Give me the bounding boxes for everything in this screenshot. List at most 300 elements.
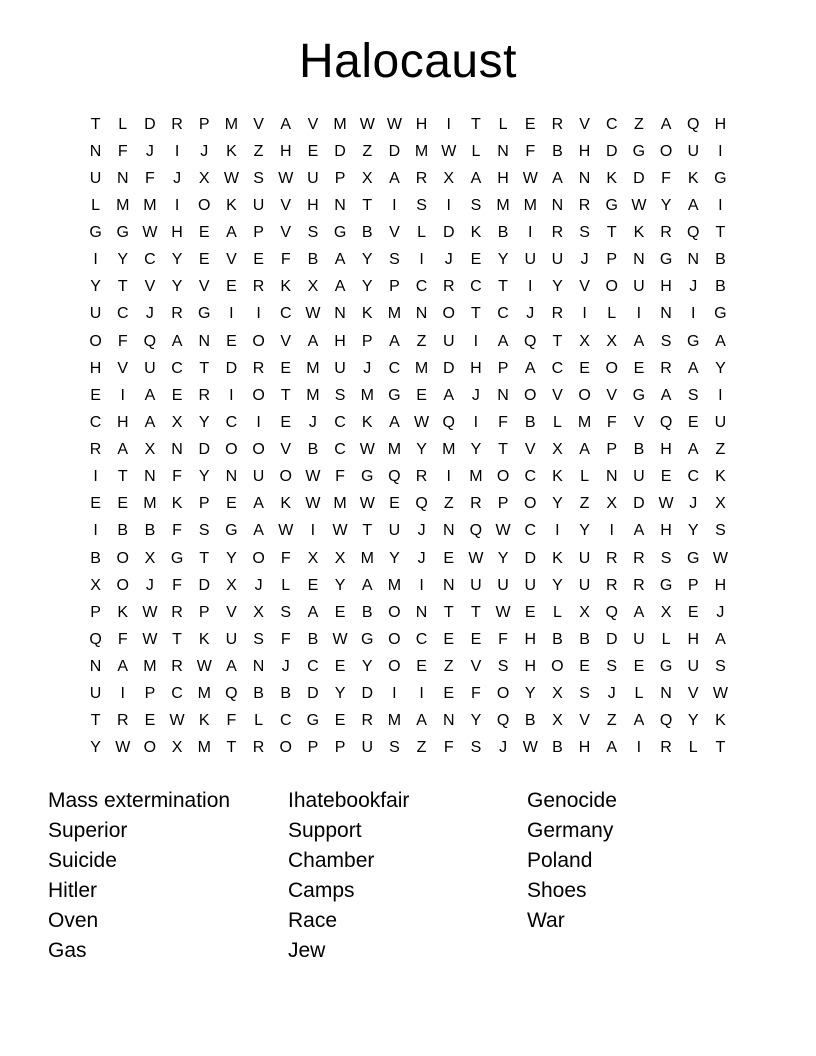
grid-letter: R — [171, 115, 183, 133]
grid-letter: Y — [687, 522, 699, 540]
grid-letter: R — [89, 441, 102, 459]
grid-letter: P — [606, 441, 618, 459]
grid-letter: I — [419, 685, 424, 703]
grid-letter: N — [660, 685, 672, 703]
grid-letter: Y — [334, 685, 346, 703]
grid-letter: H — [524, 658, 537, 676]
grid-letter: D — [605, 630, 618, 648]
grid-letter: A — [715, 332, 726, 350]
grid-letter: S — [660, 332, 672, 350]
grid-letter: Q — [89, 630, 102, 648]
grid-letter: S — [579, 685, 590, 703]
grid-letter: A — [280, 115, 292, 133]
grid-letter: N — [334, 196, 346, 214]
grid-letter: V — [226, 603, 237, 621]
grid-letter: X — [606, 332, 618, 350]
grid-letter: Y — [171, 251, 183, 269]
grid-letter: A — [253, 522, 264, 540]
grid-letter: K — [280, 495, 292, 513]
grid-letter: N — [225, 468, 238, 486]
grid-letter: Z — [443, 495, 454, 513]
grid-letter: N — [171, 441, 183, 459]
grid-letter: E — [687, 413, 699, 431]
grid-letter: F — [172, 576, 182, 594]
grid-letter: I — [93, 251, 98, 269]
grid-letter: M — [143, 196, 157, 214]
grid-letter: M — [224, 115, 239, 133]
grid-letter: E — [90, 495, 101, 513]
word-list-item: Oven — [48, 909, 99, 932]
grid-letter: C — [334, 441, 346, 459]
grid-letter: A — [389, 169, 400, 187]
grid-letter: Y — [361, 251, 373, 269]
grid-letter: F — [117, 142, 128, 160]
grid-letter: L — [552, 603, 562, 621]
grid-letter: Y — [660, 196, 672, 214]
grid-letter: P — [198, 603, 210, 621]
grid-letter: N — [89, 658, 102, 676]
grid-letter: U — [252, 196, 265, 214]
grid-letter: N — [252, 658, 265, 676]
grid-letter: I — [174, 142, 180, 160]
grid-letter: V — [280, 441, 292, 459]
grid-letter: S — [606, 658, 618, 676]
grid-letter: Z — [715, 441, 726, 459]
grid-letter: O — [659, 142, 673, 160]
grid-letter: N — [442, 712, 455, 730]
grid-letter: J — [580, 251, 589, 269]
grid-letter: F — [498, 413, 508, 431]
grid-letter: O — [198, 196, 211, 214]
grid-letter: R — [660, 224, 672, 242]
grid-letter: I — [636, 305, 642, 323]
grid-letter: T — [172, 630, 182, 648]
grid-letter: Q — [469, 522, 483, 540]
grid-letter: H — [578, 142, 591, 160]
grid-letter: U — [388, 522, 401, 540]
grid-letter: K — [687, 169, 699, 187]
grid-letter: Y — [470, 441, 482, 459]
grid-letter: K — [226, 142, 237, 160]
grid-letter: O — [252, 332, 265, 350]
grid-letter: O — [252, 549, 265, 567]
grid-letter: Y — [90, 278, 101, 296]
grid-letter: I — [229, 386, 234, 404]
grid-letter: D — [633, 495, 645, 513]
grid-letter: M — [414, 142, 429, 160]
grid-letter: I — [229, 305, 234, 323]
grid-letter: O — [116, 549, 129, 567]
grid-letter: W — [712, 549, 728, 567]
grid-letter: W — [468, 549, 484, 567]
grid-letter: X — [552, 712, 563, 730]
grid-letter: O — [279, 739, 292, 757]
grid-letter: I — [528, 224, 533, 242]
grid-letter: T — [715, 224, 726, 242]
grid-letter: I — [636, 739, 642, 757]
grid-letter: W — [359, 115, 375, 133]
grid-letter: E — [524, 115, 536, 133]
grid-letter: L — [552, 413, 562, 431]
grid-letter: B — [307, 251, 319, 269]
grid-letter: K — [280, 278, 292, 296]
grid-letter: T — [117, 468, 128, 486]
grid-letter: P — [90, 603, 101, 621]
grid-letter: C — [116, 305, 129, 323]
grid-letter: Y — [497, 549, 509, 567]
word-list-item: Gas — [48, 939, 87, 962]
grid-letter: V — [389, 224, 400, 242]
grid-letter: X — [660, 603, 672, 621]
grid-letter: J — [689, 495, 698, 513]
grid-letter: U — [578, 576, 591, 594]
grid-letter: J — [499, 739, 508, 757]
grid-letter: R — [633, 576, 645, 594]
grid-letter: E — [416, 386, 427, 404]
word-list-item: Ihatebookfair — [288, 789, 410, 812]
grid-letter: N — [442, 576, 455, 594]
grid-letter: D — [524, 549, 537, 567]
grid-letter: T — [199, 359, 210, 377]
grid-letter: K — [361, 305, 373, 323]
grid-letter: H — [497, 169, 509, 187]
grid-letter: Y — [361, 278, 373, 296]
grid-letter: A — [660, 386, 672, 404]
grid-letter: M — [333, 495, 347, 513]
grid-letter: O — [89, 332, 102, 350]
grid-letter: K — [171, 495, 183, 513]
grid-letter: D — [144, 115, 156, 133]
grid-letter: Y — [579, 522, 590, 540]
grid-letter: M — [116, 196, 130, 214]
grid-letter: Z — [416, 739, 427, 757]
grid-letter: H — [714, 576, 727, 594]
grid-letter: Q — [388, 468, 401, 486]
grid-letter: P — [389, 278, 400, 296]
word-list-item: Germany — [527, 819, 614, 842]
grid-letter: A — [361, 576, 373, 594]
word-list-item: Poland — [527, 849, 593, 872]
grid-letter: X — [606, 495, 618, 513]
grid-letter: P — [361, 332, 373, 350]
grid-letter: B — [90, 549, 101, 567]
grid-letter: T — [498, 441, 508, 459]
grid-letter: Y — [117, 251, 129, 269]
grid-letter: G — [116, 224, 129, 242]
grid-letter: H — [415, 115, 428, 133]
grid-letter: G — [89, 224, 102, 242]
grid-letter: B — [117, 522, 129, 540]
grid-letter: J — [716, 603, 725, 621]
grid-letter: F — [226, 712, 237, 730]
word-list-item: Camps — [288, 879, 355, 902]
grid-letter: C — [470, 278, 482, 296]
grid-letter: X — [171, 739, 183, 757]
grid-letter: H — [89, 359, 102, 377]
grid-letter: Z — [253, 142, 264, 160]
grid-letter: E — [334, 712, 346, 730]
grid-letter: M — [577, 413, 592, 431]
grid-letter: I — [718, 142, 723, 160]
grid-letter: N — [415, 603, 428, 621]
grid-letter: R — [361, 712, 374, 730]
grid-letter: S — [497, 658, 509, 676]
grid-letter: R — [415, 169, 428, 187]
grid-letter: E — [579, 359, 590, 377]
grid-letter: G — [632, 386, 646, 404]
grid-letter: F — [443, 739, 454, 757]
grid-letter: Y — [90, 739, 101, 757]
grid-letter: F — [172, 522, 182, 540]
grid-letter: C — [89, 413, 102, 431]
grid-letter: F — [117, 332, 128, 350]
grid-letter: E — [198, 224, 210, 242]
grid-letter: E — [660, 468, 672, 486]
grid-letter: C — [171, 359, 183, 377]
grid-letter: M — [496, 196, 510, 214]
grid-letter: X — [715, 495, 726, 513]
grid-letter: I — [93, 522, 98, 540]
grid-letter: D — [334, 142, 346, 160]
grid-letter: N — [144, 468, 156, 486]
grid-letter: U — [633, 468, 645, 486]
grid-letter: H — [307, 196, 319, 214]
grid-letter: E — [524, 603, 536, 621]
grid-letter: K — [715, 468, 726, 486]
grid-letter: E — [633, 359, 645, 377]
grid-letter: A — [416, 712, 427, 730]
grid-letter: Q — [605, 603, 618, 621]
grid-letter: S — [307, 224, 319, 242]
grid-letter: B — [280, 685, 292, 703]
grid-letter: V — [198, 278, 210, 296]
grid-letter: K — [715, 712, 726, 730]
grid-letter: E — [280, 359, 292, 377]
grid-letter: U — [442, 332, 455, 350]
grid-letter: D — [633, 169, 645, 187]
grid-letter: H — [116, 413, 129, 431]
grid-letter: U — [578, 549, 591, 567]
grid-letter: O — [388, 603, 401, 621]
grid-letter: B — [253, 685, 264, 703]
grid-letter: R — [605, 576, 618, 594]
grid-letter: Q — [687, 224, 700, 242]
grid-letter: M — [143, 658, 157, 676]
grid-letter: E — [226, 495, 237, 513]
grid-letter: A — [579, 441, 590, 459]
grid-letter: V — [633, 413, 645, 431]
grid-letter: S — [389, 251, 400, 269]
grid-letter: S — [660, 549, 672, 567]
grid-letter: E — [117, 495, 129, 513]
grid-letter: X — [552, 441, 563, 459]
grid-letter: W — [495, 522, 511, 540]
grid-letter: V — [552, 386, 563, 404]
grid-letter: G — [659, 251, 673, 269]
grid-letter: H — [660, 441, 672, 459]
grid-letter: Z — [634, 115, 644, 133]
grid-letter: E — [579, 658, 590, 676]
grid-letter: Q — [687, 115, 700, 133]
grid-letter: J — [200, 142, 209, 160]
grid-letter: B — [307, 441, 319, 459]
grid-letter: R — [171, 305, 183, 323]
grid-letter: H — [279, 142, 292, 160]
grid-letter: S — [470, 196, 482, 214]
grid-letter: B — [552, 630, 563, 648]
grid-letter: S — [253, 630, 264, 648]
grid-letter: X — [90, 576, 101, 594]
grid-letter: U — [225, 630, 238, 648]
grid-letter: Y — [198, 413, 210, 431]
grid-letter: F — [525, 142, 536, 160]
grid-letter: L — [417, 224, 427, 242]
grid-letter: T — [199, 549, 210, 567]
grid-letter: R — [116, 712, 129, 730]
grid-letter: Y — [552, 495, 563, 513]
grid-letter: W — [332, 630, 348, 648]
grid-letter: X — [443, 169, 455, 187]
word-list-item: Hitler — [48, 879, 98, 902]
grid-letter: C — [171, 685, 183, 703]
grid-letter: V — [687, 685, 699, 703]
grid-letter: I — [609, 522, 614, 540]
grid-letter: W — [196, 658, 212, 676]
grid-letter: L — [254, 712, 264, 730]
grid-letter: D — [307, 685, 319, 703]
grid-letter: T — [280, 386, 291, 404]
grid-letter: R — [660, 739, 672, 757]
grid-letter: I — [473, 413, 479, 431]
grid-letter: M — [360, 549, 374, 567]
grid-letter: O — [524, 386, 537, 404]
grid-letter: S — [416, 196, 427, 214]
grid-letter: N — [633, 251, 645, 269]
grid-letter: C — [388, 359, 401, 377]
grid-letter: W — [495, 603, 511, 621]
grid-letter: U — [252, 468, 265, 486]
grid-letter: N — [198, 332, 211, 350]
grid-letter: A — [117, 441, 129, 459]
grid-letter: O — [225, 441, 238, 459]
grid-letter: U — [334, 359, 346, 377]
grid-letter: I — [446, 115, 451, 133]
grid-letter: I — [718, 386, 723, 404]
grid-letter: U — [687, 142, 700, 160]
grid-letter: W — [223, 169, 239, 187]
grid-letter: S — [280, 603, 292, 621]
grid-letter: O — [605, 359, 618, 377]
grid-letter: O — [116, 576, 129, 594]
grid-letter: T — [715, 739, 726, 757]
grid-letter: E — [280, 413, 292, 431]
grid-letter: V — [226, 251, 237, 269]
grid-letter: I — [93, 468, 98, 486]
grid-letter: V — [253, 115, 264, 133]
grid-letter: A — [307, 332, 319, 350]
grid-letter: D — [442, 359, 455, 377]
grid-letter: V — [117, 359, 129, 377]
grid-letter: G — [170, 549, 184, 567]
grid-letter: A — [715, 630, 726, 648]
grid-letter: E — [443, 630, 455, 648]
grid-letter: V — [280, 224, 292, 242]
grid-letter: E — [443, 549, 455, 567]
word-list-item: Superior — [48, 819, 128, 842]
grid-letter: I — [256, 413, 261, 431]
grid-letter: E — [198, 251, 210, 269]
grid-letter: R — [171, 658, 183, 676]
grid-letter: U — [89, 685, 102, 703]
grid-letter: Y — [389, 549, 400, 567]
grid-letter: C — [524, 468, 537, 486]
grid-letter: G — [225, 522, 238, 540]
word-list-item: Support — [288, 819, 362, 842]
grid-letter: W — [332, 522, 348, 540]
grid-letter: G — [361, 468, 374, 486]
grid-letter: M — [442, 441, 456, 459]
grid-letter: A — [660, 115, 672, 133]
grid-letter: U — [524, 576, 537, 594]
grid-letter: A — [470, 169, 482, 187]
grid-letter: E — [443, 685, 455, 703]
grid-letter: N — [687, 251, 700, 269]
grid-letter: T — [471, 115, 481, 133]
grid-letter: B — [715, 278, 726, 296]
grid-letter: O — [496, 685, 510, 703]
grid-letter: X — [579, 332, 590, 350]
grid-letter: T — [90, 115, 101, 133]
grid-letter: U — [361, 739, 374, 757]
grid-letter: G — [605, 196, 618, 214]
grid-letter: X — [552, 685, 563, 703]
grid-letter: U — [307, 169, 319, 187]
grid-letter: O — [551, 658, 564, 676]
grid-letter: R — [252, 359, 265, 377]
grid-letter: E — [90, 386, 101, 404]
grid-letter: V — [280, 196, 292, 214]
grid-letter: R — [605, 549, 618, 567]
grid-letter: P — [198, 495, 210, 513]
grid-letter: A — [253, 495, 264, 513]
grid-letter: M — [360, 386, 374, 404]
grid-letter: J — [281, 658, 290, 676]
grid-letter: H — [524, 630, 537, 648]
grid-letter: R — [660, 359, 672, 377]
grid-letter: U — [470, 576, 482, 594]
grid-letter: W — [359, 441, 375, 459]
grid-letter: F — [280, 549, 291, 567]
grid-letter: Q — [143, 332, 157, 350]
grid-letter: B — [361, 603, 373, 621]
grid-letter: S — [579, 224, 590, 242]
grid-letter: J — [417, 522, 426, 540]
grid-letter: I — [582, 305, 587, 323]
grid-letter: M — [387, 576, 402, 594]
grid-letter: P — [198, 115, 210, 133]
grid-letter: L — [498, 115, 508, 133]
grid-letter: D — [225, 359, 238, 377]
grid-letter: G — [361, 630, 374, 648]
grid-letter: J — [254, 576, 263, 594]
grid-letter: W — [522, 739, 538, 757]
grid-letter: H — [714, 115, 727, 133]
grid-letter: R — [171, 603, 183, 621]
grid-letter: N — [415, 305, 428, 323]
grid-letter: D — [388, 142, 401, 160]
grid-letter: N — [551, 196, 564, 214]
grid-letter: W — [305, 305, 321, 323]
